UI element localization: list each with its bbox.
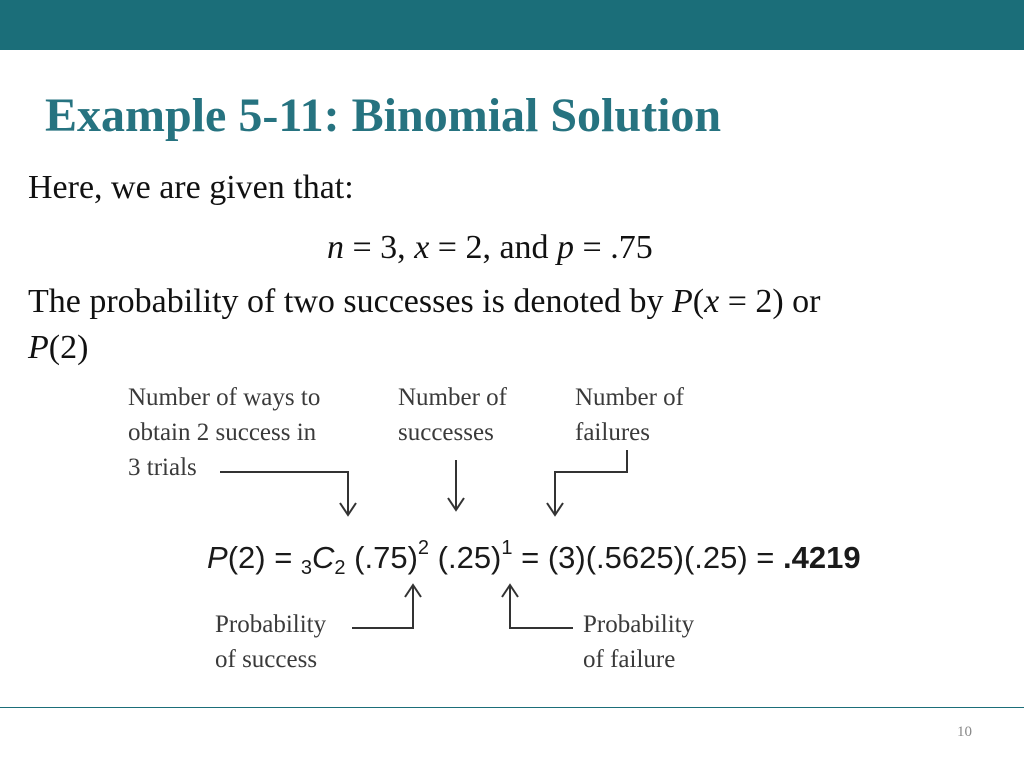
annotation-line: failures — [575, 419, 650, 446]
prob-P: P — [671, 283, 693, 320]
formula-q-term: (.25) — [429, 540, 502, 575]
x-variable: x — [414, 229, 430, 266]
p-variable: p — [557, 229, 575, 266]
prob-text-a: The probability of two successes is denoted by — [28, 283, 672, 320]
formula-result: .4219 — [783, 540, 861, 575]
prob-text-b: = 2) or — [719, 283, 821, 320]
intro-text: Here, we are given that: — [28, 169, 354, 206]
annotation-line: Probability — [215, 611, 327, 638]
formula-comb-C: C — [312, 540, 335, 575]
annotation-line: of success — [215, 646, 318, 673]
prob-text-c: (2) — [48, 329, 89, 366]
annotation-line: Probability — [583, 611, 695, 638]
formula-p-exp: 2 — [417, 537, 430, 559]
formula-middle: = (3)(.5625)(.25) = — [512, 540, 784, 575]
annotation-line: Number of ways to — [128, 384, 321, 411]
formula-p-term: (.75) — [345, 540, 418, 575]
annotation-line: Number of — [575, 384, 684, 411]
annotation-line: of failure — [583, 646, 676, 673]
footer-divider — [0, 707, 1024, 708]
arrow-prob-failure — [510, 585, 573, 628]
prob-P2: P — [28, 329, 49, 366]
arrow-ways — [220, 472, 348, 515]
p-value: = .75 — [574, 229, 653, 266]
arrow-prob-success — [352, 585, 413, 628]
formula-comb-k: 2 — [334, 557, 346, 579]
prob-paren: ( — [692, 283, 705, 320]
formula-lhs-arg: (2) = — [227, 540, 301, 575]
n-value: = 3, — [344, 229, 415, 266]
binomial-formula — [207, 528, 861, 588]
annotation-line: successes — [398, 419, 494, 446]
annotation-line: Number of — [398, 384, 507, 411]
arrow-failures — [555, 450, 627, 515]
formula-q-exp: 1 — [501, 537, 513, 559]
annotation-line: 3 trials — [128, 454, 197, 481]
formula-P: P — [207, 540, 228, 575]
formula-comb-n: 3 — [300, 557, 313, 579]
annotation-line: obtain 2 success in — [128, 419, 317, 446]
page-number: 10 — [957, 724, 972, 740]
n-variable: n — [327, 229, 344, 266]
prob-x: x — [704, 283, 720, 320]
x-value: = 2, and — [429, 229, 558, 266]
slide-title: Example 5-11: Binomial Solution — [45, 89, 722, 142]
